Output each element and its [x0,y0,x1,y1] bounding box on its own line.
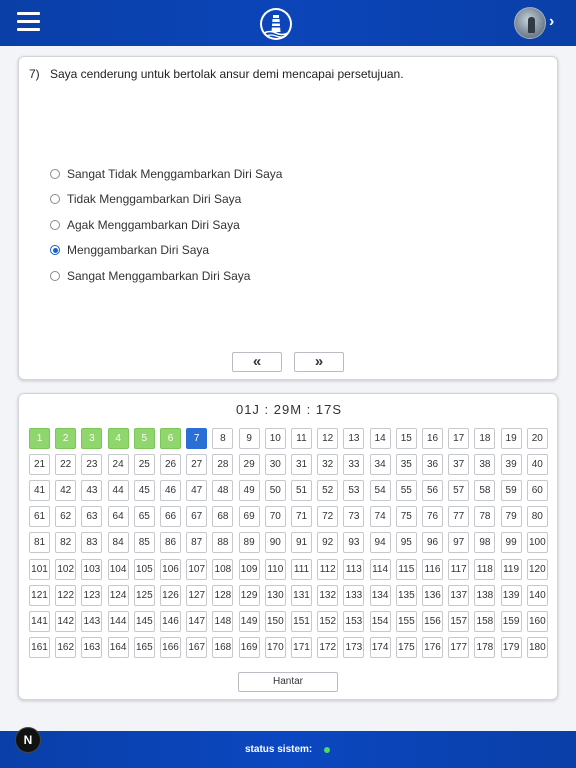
question-number-button[interactable]: 77 [448,506,469,527]
question-number-button[interactable]: 148 [212,611,233,632]
question-number-button[interactable]: 101 [29,559,50,580]
question-number-button[interactable]: 146 [160,611,181,632]
question-number-button[interactable]: 97 [448,532,469,553]
question-number-button[interactable]: 94 [370,532,391,553]
question-number-button[interactable]: 165 [134,637,155,658]
question-number-button[interactable]: 62 [55,506,76,527]
question-number-button[interactable]: 96 [422,532,443,553]
question-number-button[interactable]: 66 [160,506,181,527]
question-number-button[interactable]: 178 [474,637,495,658]
radio-button[interactable] [50,169,60,179]
question-number-button[interactable]: 21 [29,454,50,475]
question-number-button[interactable]: 14 [370,428,391,449]
question-number-button[interactable]: 12 [317,428,338,449]
question-body: Saya cenderung untuk bertolak ansur demi mencapai persetujuan. [50,67,404,81]
radio-button[interactable] [50,245,60,255]
question-number-button[interactable]: 78 [474,506,495,527]
question-number-button[interactable]: 121 [29,585,50,606]
question-number-button[interactable]: 13 [343,428,364,449]
question-number-button[interactable]: 106 [160,559,181,580]
question-number-button[interactable]: 114 [370,559,391,580]
question-number-button[interactable]: 35 [396,454,417,475]
question-number-button[interactable]: 17 [448,428,469,449]
question-number-button[interactable]: 70 [265,506,286,527]
question-number-button[interactable]: 41 [29,480,50,501]
question-number-button[interactable]: 109 [239,559,260,580]
question-number-button[interactable]: 95 [396,532,417,553]
question-number-button[interactable]: 50 [265,480,286,501]
question-number-button[interactable]: 43 [81,480,102,501]
question-number-button[interactable]: 166 [160,637,181,658]
question-number-button[interactable]: 98 [474,532,495,553]
question-number-button[interactable]: 63 [81,506,102,527]
question-number-button[interactable]: 125 [134,585,155,606]
question-number-button[interactable]: 124 [108,585,129,606]
answer-option[interactable] [50,263,282,289]
question-number-button[interactable]: 104 [108,559,129,580]
question-number-button[interactable]: 4 [108,428,129,449]
question-number-button[interactable]: 91 [291,532,312,553]
question-number-button[interactable]: 154 [370,611,391,632]
question-number-button[interactable]: 92 [317,532,338,553]
question-number-button[interactable]: 19 [501,428,522,449]
question-number-button[interactable]: 24 [108,454,129,475]
question-number-button[interactable]: 57 [448,480,469,501]
question-number-button[interactable]: 177 [448,637,469,658]
question-number-button[interactable]: 38 [474,454,495,475]
hamburger-icon[interactable] [17,12,40,32]
question-number-button[interactable]: 20 [527,428,548,449]
question-number: 7) [29,67,40,81]
question-number-button[interactable]: 167 [186,637,207,658]
question-number-button[interactable]: 168 [212,637,233,658]
question-number-button[interactable]: 116 [422,559,443,580]
question-number-button[interactable]: 29 [239,454,260,475]
question-number-button[interactable]: 140 [527,585,548,606]
question-number-button[interactable]: 83 [81,532,102,553]
question-number-button[interactable]: 112 [317,559,338,580]
question-number-button[interactable]: 158 [474,611,495,632]
question-number-button[interactable]: 60 [527,480,548,501]
answer-option[interactable] [50,238,282,264]
question-number-button[interactable]: 8 [212,428,233,449]
radio-button[interactable] [50,220,60,230]
previous-button[interactable]: « [232,352,282,372]
question-number-button[interactable]: 61 [29,506,50,527]
question-number-button[interactable]: 102 [55,559,76,580]
question-number-button[interactable]: 27 [186,454,207,475]
avatar[interactable] [514,7,546,39]
question-number-button[interactable]: 162 [55,637,76,658]
question-number-button[interactable]: 5 [134,428,155,449]
question-number-button[interactable]: 174 [370,637,391,658]
question-number-button[interactable]: 2 [55,428,76,449]
question-number-button[interactable]: 153 [343,611,364,632]
question-number-button[interactable]: 122 [55,585,76,606]
radio-button[interactable] [50,271,60,281]
question-number-button[interactable]: 88 [212,532,233,553]
question-number-button[interactable]: 89 [239,532,260,553]
question-number-button[interactable]: 86 [160,532,181,553]
answer-options [50,161,282,289]
question-number-button[interactable]: 171 [291,637,312,658]
answer-option-label: Menggambarkan Diri Saya [67,243,210,258]
system-status-label: status sistem: [245,744,313,755]
question-number-button[interactable]: 87 [186,532,207,553]
next-button[interactable]: » [294,352,344,372]
submit-button[interactable]: Hantar [238,672,338,692]
question-number-button[interactable]: 74 [370,506,391,527]
question-number-button[interactable]: 127 [186,585,207,606]
question-number-button[interactable]: 129 [239,585,260,606]
question-number-button[interactable]: 64 [108,506,129,527]
question-number-button[interactable]: 84 [108,532,129,553]
question-number-button[interactable]: 173 [343,637,364,658]
answer-option[interactable] [50,187,282,213]
question-number-button[interactable]: 99 [501,532,522,553]
question-number-button[interactable]: 46 [160,480,181,501]
question-number-button[interactable]: 40 [527,454,548,475]
question-number-button[interactable]: 139 [501,585,522,606]
question-number-button[interactable]: 71 [291,506,312,527]
question-number-button[interactable]: 175 [396,637,417,658]
question-number-button[interactable]: 159 [501,611,522,632]
question-number-button[interactable]: 157 [448,611,469,632]
question-number-button[interactable]: 164 [108,637,129,658]
question-number-button[interactable]: 28 [212,454,233,475]
question-number-button[interactable]: 107 [186,559,207,580]
question-number-button[interactable]: 75 [396,506,417,527]
question-number-button[interactable]: 79 [501,506,522,527]
question-number-button[interactable]: 23 [81,454,102,475]
question-number-button[interactable]: 55 [396,480,417,501]
question-number-button[interactable]: 58 [474,480,495,501]
question-number-button[interactable]: 131 [291,585,312,606]
question-number-button[interactable]: 105 [134,559,155,580]
footer-bar [0,731,576,768]
question-number-button[interactable]: 137 [448,585,469,606]
question-number-button[interactable]: 85 [134,532,155,553]
question-number-button[interactable]: 141 [29,611,50,632]
question-number-button[interactable]: 65 [134,506,155,527]
question-number-button[interactable]: 59 [501,480,522,501]
chevron-right-icon[interactable]: › [549,13,555,30]
question-number-button[interactable]: 179 [501,637,522,658]
question-number-button[interactable]: 163 [81,637,102,658]
question-number-button[interactable]: 170 [265,637,286,658]
question-number-button[interactable]: 42 [55,480,76,501]
question-number-button[interactable]: 142 [55,611,76,632]
answer-option[interactable] [50,161,282,187]
question-number-button[interactable]: 80 [527,506,548,527]
question-number-button[interactable]: 69 [239,506,260,527]
question-number-button[interactable]: 3 [81,428,102,449]
question-number-button[interactable]: 22 [55,454,76,475]
n-badge[interactable]: N [15,727,41,753]
question-number-button[interactable]: 1 [29,428,50,449]
question-number-button[interactable]: 53 [343,480,364,501]
question-navigator-card [18,393,558,700]
question-number-button[interactable]: 126 [160,585,181,606]
question-number-button[interactable]: 111 [291,559,312,580]
question-number-button[interactable]: 134 [370,585,391,606]
question-number-button[interactable]: 108 [212,559,233,580]
question-number-button[interactable]: 30 [265,454,286,475]
question-number-button[interactable]: 6 [160,428,181,449]
radio-button[interactable] [50,194,60,204]
question-number-button[interactable]: 45 [134,480,155,501]
question-number-button[interactable]: 26 [160,454,181,475]
question-number-button[interactable]: 115 [396,559,417,580]
question-number-button[interactable]: 130 [265,585,286,606]
question-number-button[interactable]: 123 [81,585,102,606]
question-text [29,67,404,81]
countdown-timer: 01J : 29M : 17S [235,402,343,417]
question-number-button[interactable]: 52 [317,480,338,501]
question-number-button[interactable]: 155 [396,611,417,632]
question-number-button[interactable]: 160 [527,611,548,632]
question-number-button[interactable]: 143 [81,611,102,632]
question-number-button[interactable]: 39 [501,454,522,475]
question-number-button[interactable]: 47 [186,480,207,501]
question-number-button[interactable]: 16 [422,428,443,449]
question-number-button[interactable]: 145 [134,611,155,632]
question-number-button[interactable]: 138 [474,585,495,606]
question-number-button[interactable]: 49 [239,480,260,501]
question-number-button[interactable]: 37 [448,454,469,475]
answer-option-label: Sangat Tidak Menggambarkan Diri Saya [67,166,283,181]
question-number-button[interactable]: 180 [527,637,548,658]
question-number-button[interactable]: 9 [239,428,260,449]
question-grid [29,428,551,660]
question-number-button[interactable]: 18 [474,428,495,449]
question-number-button[interactable]: 34 [370,454,391,475]
question-number-button[interactable]: 100 [527,532,548,553]
answer-option-label: Tidak Menggambarkan Diri Saya [67,192,242,207]
question-number-button[interactable]: 118 [474,559,495,580]
top-bar [0,0,576,46]
question-number-button[interactable]: 120 [527,559,548,580]
question-number-button[interactable]: 68 [212,506,233,527]
question-number-button[interactable]: 152 [317,611,338,632]
question-number-button[interactable]: 147 [186,611,207,632]
question-number-button[interactable]: 15 [396,428,417,449]
question-number-button[interactable]: 33 [343,454,364,475]
question-number-button[interactable]: 54 [370,480,391,501]
question-number-button[interactable]: 156 [422,611,443,632]
question-number-button[interactable]: 176 [422,637,443,658]
question-number-button[interactable]: 113 [343,559,364,580]
question-number-button[interactable]: 150 [265,611,286,632]
question-number-button[interactable]: 36 [422,454,443,475]
status-indicator-dot [324,747,330,753]
question-number-button[interactable]: 56 [422,480,443,501]
question-number-button[interactable]: 133 [343,585,364,606]
question-card [18,56,558,380]
question-number-button[interactable]: 103 [81,559,102,580]
question-number-button[interactable]: 161 [29,637,50,658]
question-number-button[interactable]: 93 [343,532,364,553]
question-number-button[interactable]: 10 [265,428,286,449]
question-number-button[interactable]: 144 [108,611,129,632]
question-number-button[interactable]: 90 [265,532,286,553]
question-number-button[interactable]: 132 [317,585,338,606]
question-number-button[interactable]: 32 [317,454,338,475]
lighthouse-icon [258,6,294,42]
answer-option[interactable] [50,212,282,238]
question-number-button[interactable]: 44 [108,480,129,501]
question-number-button[interactable]: 67 [186,506,207,527]
question-number-button[interactable]: 48 [212,480,233,501]
question-number-button[interactable]: 149 [239,611,260,632]
question-number-button[interactable]: 119 [501,559,522,580]
question-number-button[interactable]: 136 [422,585,443,606]
question-number-button[interactable]: 31 [291,454,312,475]
question-number-button[interactable]: 51 [291,480,312,501]
question-number-button[interactable]: 73 [343,506,364,527]
question-number-button[interactable]: 135 [396,585,417,606]
question-number-button[interactable]: 117 [448,559,469,580]
question-number-button[interactable]: 81 [29,532,50,553]
question-number-button[interactable]: 11 [291,428,312,449]
question-number-button[interactable]: 25 [134,454,155,475]
question-number-button[interactable]: 151 [291,611,312,632]
question-number-button[interactable]: 172 [317,637,338,658]
answer-option-label: Sangat Menggambarkan Diri Saya [67,268,251,283]
answer-option-label: Agak Menggambarkan Diri Saya [67,217,240,232]
question-number-button[interactable]: 128 [212,585,233,606]
question-number-button[interactable]: 82 [55,532,76,553]
question-number-button[interactable]: 72 [317,506,338,527]
question-number-button[interactable]: 7 [186,428,207,449]
question-number-button[interactable]: 110 [265,559,286,580]
question-number-button[interactable]: 169 [239,637,260,658]
question-number-button[interactable]: 76 [422,506,443,527]
